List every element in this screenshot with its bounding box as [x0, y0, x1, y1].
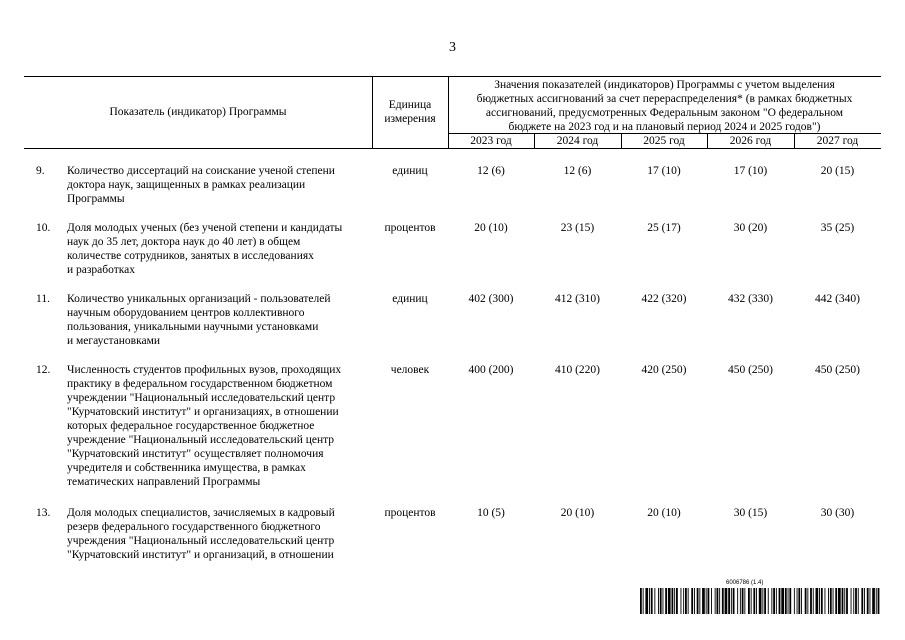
barcode-bar [753, 588, 755, 614]
barcode-bar [649, 588, 650, 614]
table-top-rule [24, 76, 881, 77]
value-2025: 20 (10) [647, 507, 681, 519]
indicator-name-line: доктора наук, защищенных в рамках реализации [67, 179, 306, 191]
barcode-bar [645, 588, 648, 614]
unit-cell: процентов [384, 507, 436, 519]
year-header-2027: 2027 год [816, 135, 859, 147]
indicator-name-line: учреждении "Национальный исследовательский центр [67, 392, 336, 404]
header-bottom-rule [24, 148, 881, 149]
barcode-bar [788, 588, 789, 614]
barcode-bar [776, 588, 777, 614]
barcode-bar [870, 588, 871, 614]
barcode-bar [708, 588, 710, 614]
barcode-bar [801, 588, 802, 614]
barcode-bar [702, 588, 705, 614]
barcode-bar [643, 588, 644, 614]
values-header-line: бюджетных ассигнований за счет перераспределения* (в рамках бюджетных [476, 93, 853, 105]
indicator-name [67, 221, 372, 277]
value-2027: 442 (340) [814, 293, 861, 305]
value-2025: 17 (10) [647, 165, 681, 177]
values-header-line: Значения показателей (индикаторов) Программы с учетом выделения [494, 79, 835, 91]
barcode-bar [731, 588, 732, 614]
barcode-bar [771, 588, 772, 614]
barcode-bar [872, 588, 875, 614]
barcode-bar [805, 588, 807, 614]
barcode-bar [794, 588, 795, 614]
unit-column-header [372, 98, 448, 126]
barcode-bar [688, 588, 689, 614]
row-number: 12. [36, 364, 51, 376]
indicator-name-line: которых федеральное государственное бюджетное [67, 420, 315, 432]
value-2025: 422 (320) [641, 293, 687, 305]
value-2024: 23 (15) [560, 222, 595, 234]
value-2026: 432 (330) [727, 293, 774, 305]
barcode-bar [719, 588, 720, 614]
indicator-name-line: учреждения "Национальный исследовательский центр [67, 535, 335, 547]
value-2026: 30 (20) [733, 222, 768, 234]
barcode-bar [821, 588, 823, 614]
indicator-name-line: и разработках [67, 264, 136, 276]
indicator-name-line: наук до 35 лет, доктора наук до 40 лет) в общем [67, 236, 301, 248]
value-2027: 30 (30) [820, 507, 855, 519]
indicator-name-line: практику в федеральном государственном бюджетном [67, 378, 333, 390]
barcode-bar [785, 588, 787, 614]
barcode-bar [728, 588, 730, 614]
barcode-bar [733, 588, 735, 614]
indicator-name-line: "Курчатовский институт" осуществляет полномочия [67, 448, 324, 460]
barcode-bar [685, 588, 687, 614]
indicator-name-line: Доля молодых ученых (без ученой степени и кандидаты [67, 222, 343, 234]
barcode-bar [744, 588, 745, 614]
indicator-name-line: Количество диссертаций на соискание ученой степени [67, 165, 335, 177]
barcode-bar [855, 588, 857, 614]
barcode-bar [781, 588, 784, 614]
barcode-bar [751, 588, 752, 614]
indicator-name-line: Численность студентов профильных вузов, проходящих [67, 364, 342, 376]
barcode-bar [762, 588, 763, 614]
row-number: 11. [36, 293, 50, 305]
barcode-bar [797, 588, 798, 614]
indicator-name-line: "Курчатовский институт" и организациях, в отношении [67, 406, 339, 418]
indicator-name-line: учреждение "Национальный исследовательский центр [67, 434, 335, 446]
indicator-name-line: Доля молодых специалистов, зачисляемых в кадровый [67, 507, 335, 519]
year-header-2024: 2024 год [556, 135, 599, 147]
barcode-bar [816, 588, 819, 614]
unit-cell: единиц [392, 293, 428, 305]
values-header-line: бюджете на 2023 год и на плановый период 2024 и 2025 годов") [508, 121, 821, 133]
indicator-name-line: резерв федерального государственного бюджетного [67, 521, 321, 533]
barcode-bar [697, 588, 699, 614]
indicator-name-line: научным оборудованием центров коллективного [67, 307, 305, 319]
unit-cell: человек [390, 364, 430, 376]
value-2027: 35 (25) [820, 222, 855, 234]
barcode-bar [691, 588, 693, 614]
barcode-bar [699, 588, 700, 614]
value-2025: 420 (250) [641, 364, 687, 376]
indicator-column-header: Показатель (индикатор) Программы [109, 106, 287, 118]
unit-header-line: Единица [388, 99, 432, 111]
barcode-bar [813, 588, 814, 614]
barcode-bar [798, 588, 800, 614]
barcode-bar [668, 588, 671, 614]
barcode-bar [663, 588, 664, 614]
barcode-bar [748, 588, 750, 614]
barcode-bar [658, 588, 659, 614]
barcode-bar [838, 588, 841, 614]
barcode-bar [759, 588, 762, 614]
barcode-bar [654, 588, 655, 614]
barcode-bar [807, 588, 808, 614]
barcode-bar [867, 588, 869, 614]
barcode-bar [711, 588, 712, 614]
year-header-2023: 2023 год [470, 135, 512, 147]
barcode-bar [876, 588, 877, 614]
barcode-bar [825, 588, 826, 614]
barcode-bar [725, 588, 728, 614]
barcode-bar [737, 588, 738, 614]
barcode-bar [694, 588, 695, 614]
indicator-name-line: количестве сотрудников, занятых в исследованиях [67, 250, 314, 262]
barcode-bar [740, 588, 741, 614]
row-number: 10. [36, 222, 51, 234]
value-2027: 20 (15) [820, 165, 855, 177]
page-number: 3 [449, 40, 456, 55]
barcode-bar [717, 588, 719, 614]
barcode-bar [858, 588, 859, 614]
value-2026: 17 (10) [733, 165, 768, 177]
year-header-2026: 2026 год [729, 135, 772, 147]
indicator-name-line: учредителя и собственника имущества, в рамках [67, 462, 306, 474]
barcode-bar [789, 588, 791, 614]
year-header-2025: 2025 год [643, 135, 685, 147]
barcode-bar [756, 588, 757, 614]
indicator-name-line: тематических направлений Программы [67, 476, 261, 488]
indicator-name-line: и мегаустановками [67, 335, 161, 347]
indicator-name [67, 164, 372, 206]
barcode-bar [651, 588, 653, 614]
value-2024: 410 (220) [554, 364, 601, 376]
barcode-bar [819, 588, 820, 614]
value-2026: 30 (15) [733, 507, 768, 519]
barcode-bar [665, 588, 667, 614]
value-2026: 450 (250) [727, 364, 774, 376]
barcode-bar [764, 588, 766, 614]
barcode-bar [842, 588, 844, 614]
indicator-name [67, 363, 372, 489]
barcode-bar [768, 588, 769, 614]
barcode-bar [864, 588, 865, 614]
barcode-bar [828, 588, 829, 614]
value-2027: 450 (250) [814, 364, 861, 376]
barcode-image [640, 588, 880, 614]
unit-header-line: измерения [384, 113, 436, 125]
value-2024: 12 (6) [563, 165, 592, 177]
barcode-bar [810, 588, 812, 614]
barcode-bar [844, 588, 845, 614]
barcode-bar [715, 588, 716, 614]
value-2023: 400 (200) [468, 364, 514, 376]
barcode-bar [674, 588, 675, 614]
indicator-name-line: "Курчатовский институт" и организаций, в отношении [67, 549, 334, 561]
barcode-bar [835, 588, 837, 614]
barcode-bar [706, 588, 707, 614]
barcode-bar [676, 588, 678, 614]
barcode-bar [830, 588, 832, 614]
value-2025: 25 (17) [647, 222, 681, 234]
value-2023: 402 (300) [468, 293, 514, 305]
barcode-bar [742, 588, 744, 614]
barcode-bar [853, 588, 854, 614]
unit-cell: процентов [384, 222, 436, 234]
barcode-bar [672, 588, 674, 614]
unit-cell: единиц [392, 165, 428, 177]
barcode-bar [833, 588, 834, 614]
barcode-bar [722, 588, 724, 614]
value-2023: 10 (5) [477, 507, 505, 519]
barcode-label: 6006786 (1.4) [726, 580, 764, 586]
value-2024: 20 (10) [560, 507, 595, 519]
values-header-line: ассигнований, предусмотренных Федеральным законом "О федеральном [485, 107, 844, 119]
barcode-bar [846, 588, 848, 614]
barcode-bar [779, 588, 781, 614]
barcode-bar [681, 588, 682, 614]
barcode-bar [861, 588, 863, 614]
indicator-name-line: Количество уникальных организаций - пользователей [67, 293, 331, 305]
row-number: 9. [36, 165, 45, 177]
value-2024: 412 (310) [554, 293, 601, 305]
barcode-bar [773, 588, 775, 614]
barcode-bar [640, 588, 642, 614]
value-2023: 12 (6) [477, 165, 505, 177]
values-column-header [448, 78, 881, 134]
value-2023: 20 (10) [474, 222, 508, 234]
barcode-bar [878, 588, 880, 614]
barcode-bar [851, 588, 852, 614]
indicator-name [67, 292, 372, 348]
barcode-bar [660, 588, 662, 614]
indicator-name [67, 506, 372, 562]
indicator-name-line: пользования, уникальными научными установками [67, 321, 319, 333]
barcode-bar [683, 588, 684, 614]
row-number: 13. [36, 507, 51, 519]
indicator-name-line: Программы [67, 193, 125, 205]
